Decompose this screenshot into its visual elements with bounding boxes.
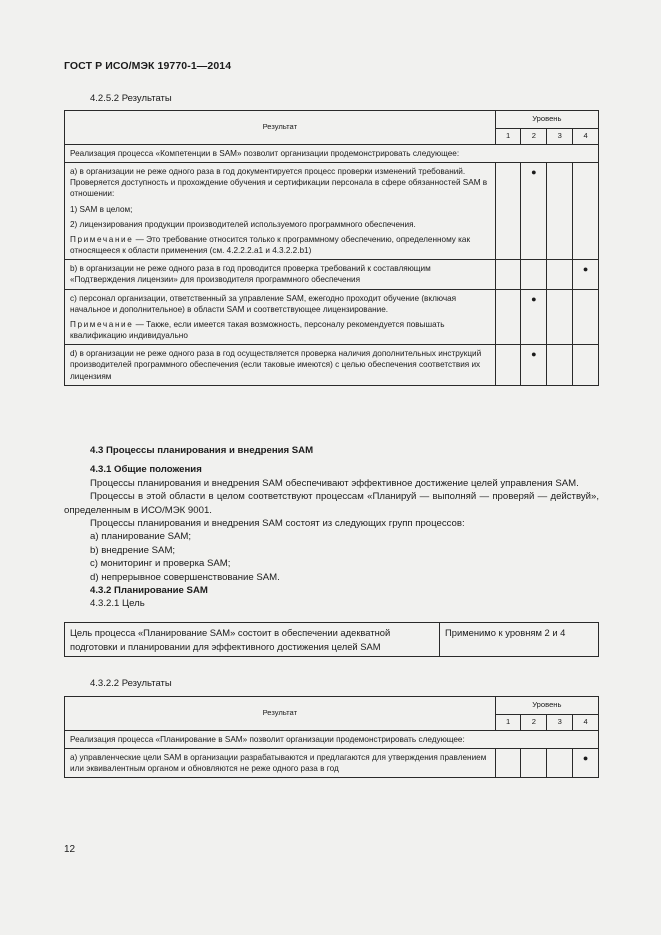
row-text: b) в организации не реже одного раза в год проводится проверка требований к составляющим «Подтверждения лицензии» для производителя программного обеспечения	[70, 264, 431, 285]
table-row	[65, 260, 599, 289]
level-mark: ●	[573, 260, 599, 289]
row-text: а) в организации не реже одного раза в год документируется процесс проверки изменений требований. Проверяется доступность и прохождение обучения и сертификации персонала в сфере обязанностей SAM в отношении:	[70, 167, 488, 199]
applicability-cell: Применимо к уровням 2 и 4	[440, 623, 599, 657]
level-mark	[547, 163, 573, 260]
result-cell	[65, 345, 496, 385]
table-intro-row: Реализация процесса «Компетенции в SAM» позволит организации продемонстрировать следующее:	[65, 145, 599, 163]
row-text: 1) SAM в целом;	[70, 204, 133, 214]
level-mark	[547, 289, 573, 345]
goal-cell: Цель процесса «Планирование SAM» состоит в обеспечении адекватной подготовки и планировании для эффективного достижения целей SAM	[65, 623, 440, 657]
level-mark	[573, 163, 599, 260]
paragraph: Процессы планирования и внедрения SAM обеспечивают эффективное достижение целей управления SAM.	[90, 477, 579, 489]
section-4-3-2-2-title: 4.3.2.2 Результаты	[90, 678, 172, 689]
level-column-header: Уровень	[495, 111, 598, 129]
level-mark	[495, 289, 521, 345]
level-mark	[495, 163, 521, 260]
level-4-header: 4	[573, 129, 599, 145]
list-item: с) мониторинг и проверка SAM;	[90, 558, 231, 570]
row-text: d) в организации не реже одного раза в год осуществляется проверка наличия дополнительных инструкций производителей программного обеспечения (если таковые имеются) с целью обеспечения соответствия их лицензиям	[70, 349, 482, 381]
row-text: а) управленческие цели SAM в организации разрабатываются и предлагаются для утверждения правлением или эквивалентным органом и обновляются не реже одного раза в год	[70, 753, 487, 774]
level-mark: ●	[521, 289, 547, 345]
section-4-3-body	[64, 444, 599, 611]
level-mark	[495, 345, 521, 385]
paragraph: Процессы в этой области в целом соответствуют процессам «Планируй — выполняй — проверяй — действуй», определенным в ИСО/МЭК 9001.	[64, 491, 599, 516]
paragraph: Процессы планирования и внедрения SAM состоят из следующих групп процессов:	[90, 518, 465, 530]
list-item: b) внедрение SAM;	[90, 544, 176, 556]
result-column-header: Результат	[65, 697, 496, 731]
result-cell	[65, 749, 496, 778]
section-4-3-title: 4.3 Процессы планирования и внедрения SAM	[90, 445, 314, 456]
table-intro-row: Реализация процесса «Планирование в SAM» позволит организации продемонстрировать следующее:	[65, 731, 599, 749]
level-mark	[547, 749, 573, 778]
result-cell	[65, 163, 496, 260]
row-note	[70, 319, 490, 341]
list-item: d) непрерывное совершенствование SAM.	[90, 571, 280, 583]
note-text: — Также, если имеется такая возможность, персоналу рекомендуется повышать квалификацию индивидуально	[70, 319, 445, 341]
document-header: ГОСТ Р ИСО/МЭК 19770-1—2014	[64, 60, 232, 72]
row-note	[70, 234, 490, 256]
note-text: — Это требование относится только к программному обеспечению, определенному как относящееся к области применения (см. 4.2.2.2.а1 и 4.3.2.2.b1)	[70, 234, 471, 256]
table-row	[65, 749, 599, 778]
level-1-header: 1	[495, 129, 521, 145]
section-4-3-2-1-title: 4.3.2.1 Цель	[90, 598, 145, 610]
section-4-2-5-2-title: 4.2.5.2 Результаты	[90, 93, 172, 104]
level-3-header: 3	[547, 129, 573, 145]
level-2-header: 2	[521, 129, 547, 145]
level-mark: ●	[521, 163, 547, 260]
results-table-planning	[64, 696, 599, 778]
level-mark	[521, 260, 547, 289]
level-1-header: 1	[495, 715, 521, 731]
list-item: а) планирование SAM;	[90, 531, 192, 543]
level-column-header: Уровень	[495, 697, 598, 715]
results-table-competence	[64, 110, 599, 386]
row-text: 2) лицензирования продукции производителей используемого программного обеспечения.	[70, 219, 416, 229]
section-4-3-2-title: 4.3.2 Планирование SAM	[90, 585, 208, 597]
note-label: Примечание	[70, 234, 134, 244]
level-2-header: 2	[521, 715, 547, 731]
result-column-header: Результат	[65, 111, 496, 145]
level-4-header: 4	[573, 715, 599, 731]
level-mark	[521, 749, 547, 778]
level-mark	[573, 345, 599, 385]
level-mark	[547, 260, 573, 289]
note-label: Примечание	[70, 319, 134, 329]
level-mark	[573, 289, 599, 345]
level-3-header: 3	[547, 715, 573, 731]
level-mark	[495, 260, 521, 289]
row-text: с) персонал организации, ответственный за управление SAM, ежегодно проходит обучение (включая начальное и дополнительное) в области SAM и соответствующее лицензирование.	[70, 293, 457, 314]
goal-table	[64, 622, 599, 657]
level-mark: ●	[521, 345, 547, 385]
table-row	[65, 289, 599, 345]
table-row	[65, 345, 599, 385]
result-cell	[65, 289, 496, 345]
table-row	[65, 163, 599, 260]
level-mark	[547, 345, 573, 385]
section-4-3-1-title: 4.3.1 Общие положения	[90, 464, 202, 476]
level-mark: ●	[573, 749, 599, 778]
result-cell	[65, 260, 496, 289]
level-mark	[495, 749, 521, 778]
page-number: 12	[64, 844, 76, 855]
